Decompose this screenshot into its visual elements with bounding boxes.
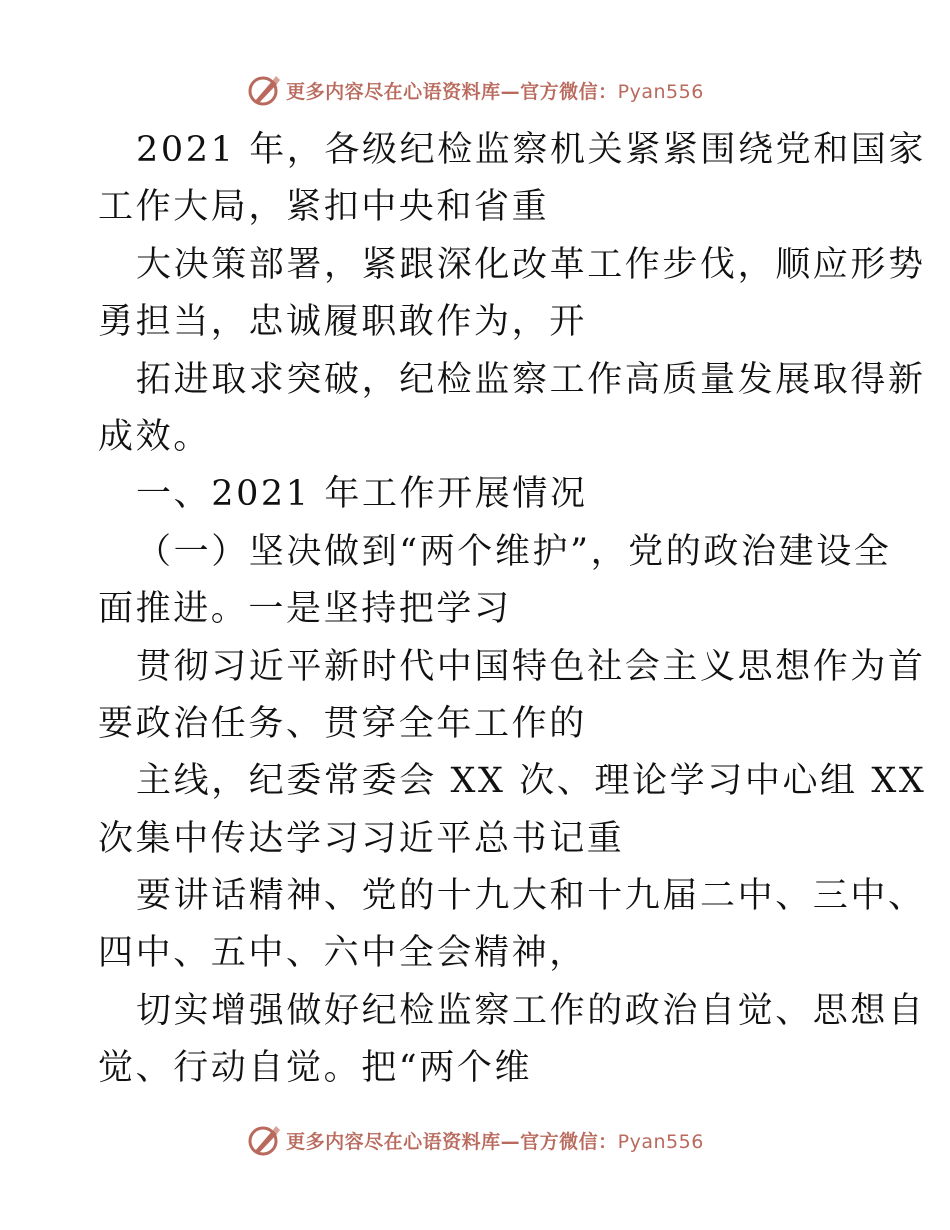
header-banner <box>0 70 950 110</box>
text-line: （一）坚决做到“两个维护”，党的政治建设全 <box>136 531 892 572</box>
banner-text: 更多内容尽在心语资料库—官方微信：Pyan556 <box>286 1130 704 1153</box>
pen-logo-icon <box>246 72 282 108</box>
text-line: 面推进。一是坚持把学习 <box>98 589 512 630</box>
text-line: 贯彻习近平新时代中国特色社会主义思想作为首 <box>136 646 926 687</box>
text-line: 要政治任务、贯穿全年工作的 <box>98 703 587 744</box>
pen-logo-icon <box>246 1122 282 1158</box>
text-line: 2021 年，各级纪检监察机关紧紧围绕党和国家 <box>136 130 926 170</box>
text-line: 四中、五中、六中全会精神， <box>98 933 587 974</box>
text-line: 次集中传达学习习近平总书记重 <box>98 818 625 859</box>
text-line: 主线，纪委常委会 XX 次、理论学习中心组 XX <box>136 761 927 802</box>
text-line: 拓进取求突破，纪检监察工作高质量发展取得新 <box>136 359 926 400</box>
footer-banner <box>0 1120 950 1160</box>
text-line: 工作大局，紧扣中央和省重 <box>98 187 550 228</box>
text-line: 成效。 <box>98 416 211 457</box>
banner-text: 更多内容尽在心语资料库—官方微信：Pyan556 <box>286 80 704 103</box>
document-body <box>98 122 927 1098</box>
text-line: 觉、行动自觉。把“两个维 <box>98 1048 533 1089</box>
text-line: 切实增强做好纪检监察工作的政治自觉、思想自 <box>136 990 926 1031</box>
text-line: 一、2021 年工作开展情况 <box>136 474 588 515</box>
text-line: 大决策部署，紧跟深化改革工作步伐，顺应形势 <box>136 244 926 285</box>
text-line: 要讲话精神、党的十九大和十九届二中、三中、 <box>136 876 926 917</box>
text-line: 勇担当，忠诚履职敢作为，开 <box>98 302 587 343</box>
